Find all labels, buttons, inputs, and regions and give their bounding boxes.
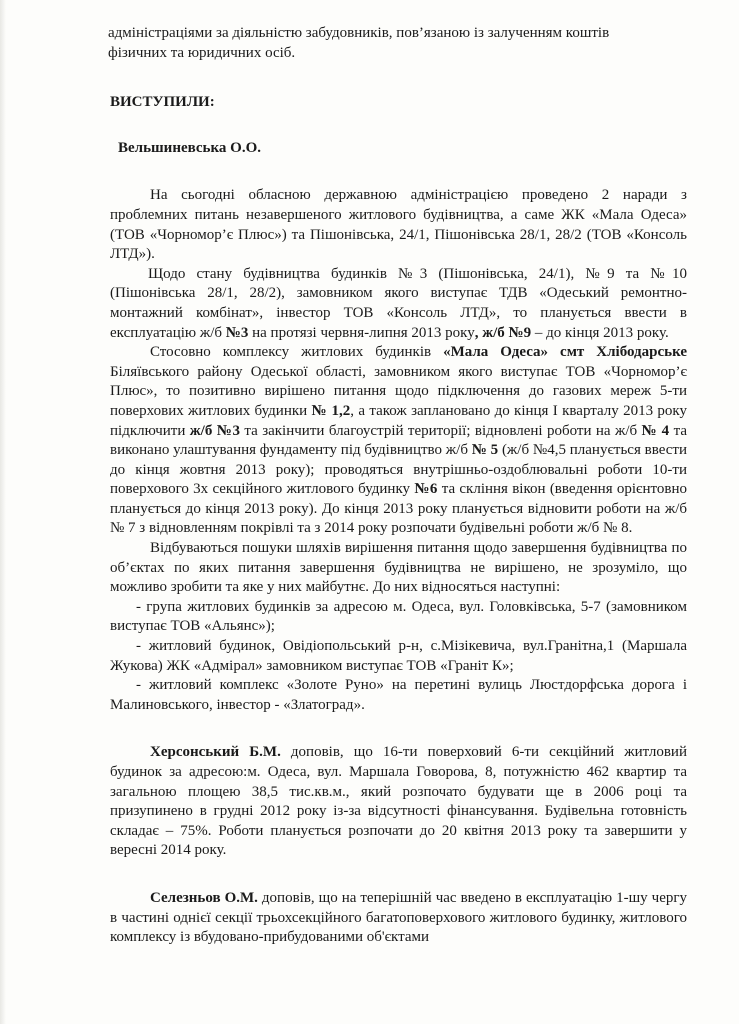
- list-item: - житловий комплекс «Золоте Руно» на перетині вулиць Люстдорфська дорога і Малиновського, інвестор - «Златоград».: [110, 677, 687, 713]
- intro-line-2: фізичних та юридичних осіб.: [108, 44, 296, 61]
- list-item: - житловий будинок, Овідіопольський р-н, с.Мізікевича, вул.Гранітна,1 (Маршала Жукова) ЖК «Адмірал» замовником виступає ТОВ «Граніт К»;: [110, 638, 687, 674]
- p3-bold-5: № 5: [471, 442, 499, 459]
- p3-text-d: , а також заплановано до кінця I кварталу 2013 року підключити: [110, 402, 687, 439]
- p2-text-a: Щодо стану будівництва будинків №3 (Пішонівська, 24/1), №9 та №10 (Пішонівська 28/1, 28/2), замовником якого виступає ТДВ «Одеський ремонтно-монтажний комбінат», інвестор ТОВ «Консоль ЛТД», то планується ввести в експлуатацію ж/б: [110, 265, 687, 341]
- p3-text-e: та закінчити благоустрій території; відновлені роботи на ж/б: [239, 422, 642, 439]
- speaker3-paragraph: [110, 889, 687, 948]
- speaker1-paragraph-1: На сьогодні обласною державною адміністрацією проведено 2 наради з проблемних питань незавершеного житлового будівництва, а саме ЖК «Мала Одеса» (ТОВ «Чорномор’є Плюс») та Пішонівська, 24/1, Пішонівська 28/1, 28/2 (ТОВ «Консоль ЛТД»).: [110, 187, 687, 263]
- p3-text-c: Біляївського району Одеської області, замовником якого виступає ТОВ «Чорномор’є Плюс», то позитивно вирішено питання щодо підключення до газових мереж 5-ти поверхових житлових будинки: [110, 363, 687, 419]
- intro-paragraph: [108, 24, 687, 63]
- p3-bold-1: «Мала Одеса» смт Хлібодарське: [443, 344, 688, 361]
- p2-text-d: – до кінця 2013 року.: [531, 324, 669, 341]
- p2-bold-1: №3: [225, 324, 249, 341]
- speaker1-paragraph-4: Відбуваються пошуки шляхів вирішення питання щодо завершення будівництва по об’єктах по яких питання завершення будівництва не вирішено, не зрозуміло, що можливо зробити та яке у них майбутнє. До них відносяться наступні:: [110, 540, 687, 596]
- speaker2-paragraph: [110, 743, 687, 861]
- speaker3-name: Селезньов О.М.: [150, 889, 258, 906]
- p3-text-g: (ж/б №4,5 планується ввести до кінця жовтня 2013 року); проводяться внутрішньо-оздоблювальні роботи 10-ти поверхового 3х секційного житлового будинку: [110, 442, 687, 498]
- speaker1-paragraph-3: [110, 343, 687, 539]
- objects-list: [110, 598, 687, 716]
- p3-bold-3: ж/б №3: [189, 422, 240, 439]
- p3-text-a: Стосовно комплексу житлових будинків: [150, 344, 444, 361]
- list-item: - група житлових будинків за адресою м. Одеса, вул. Головківська, 5-7 (замовником виступає ТОВ «Альянс»);: [110, 598, 687, 635]
- speaker1-name: Вельшиневська О.О.: [118, 139, 261, 156]
- p3-bold-4: № 4: [641, 422, 670, 439]
- p3-bold-6: №6: [414, 481, 438, 498]
- speaker2-text: доповів, що 16-ти поверховий 6-ти секційний житловий будинок за адресою:м. Одеса, вул. Маршала Говорова, 8, потужністю 462 квартир та загальною площею 38,5 тис.кв.м., який розпочато будувати ще в 2006 році та призупинено в грудні 2012 року із-за відсутності фінансування. Будівельна готовність складає – 75%. Роботи планується розпочати до 20 квітня 2013 року та завершити у вересні 2014 року.: [110, 744, 687, 859]
- p3-text-h: та скління вікон (введення орієнтовно планується до кінця 2013 року). До кінця 2013 року планується відновити роботи на ж/б № 7 з відновленням покрівлі та з 2014 року розпочати будівельні роботи ж/б № 8.: [110, 481, 687, 537]
- speaker3-text: доповів, що на теперішній час введено в експлуатацію 1-шу чергу в частині однієї секції трьохсекційного багатоповерхового житлового будинку, житлового комплексу із вбудовано-прибудованими об'єктами: [110, 889, 687, 946]
- p3-text-f: та виконано улаштування фундаменту під будівництво ж/б: [110, 422, 687, 459]
- intro-line-1: адміністраціями за діяльністю забудовників, пов’язаною із залученням коштів: [108, 25, 610, 41]
- p2-bold-2: , ж/б №9: [474, 324, 532, 341]
- p2-text-c: на протязі червня-липня 2013 року: [248, 324, 475, 341]
- p3-bold-2: № 1,2: [311, 402, 351, 419]
- section-title: ВИСТУПИЛИ:: [110, 94, 215, 111]
- speaker1-paragraph-2: [110, 265, 687, 343]
- speaker2-name: Херсонський Б.М.: [150, 744, 281, 761]
